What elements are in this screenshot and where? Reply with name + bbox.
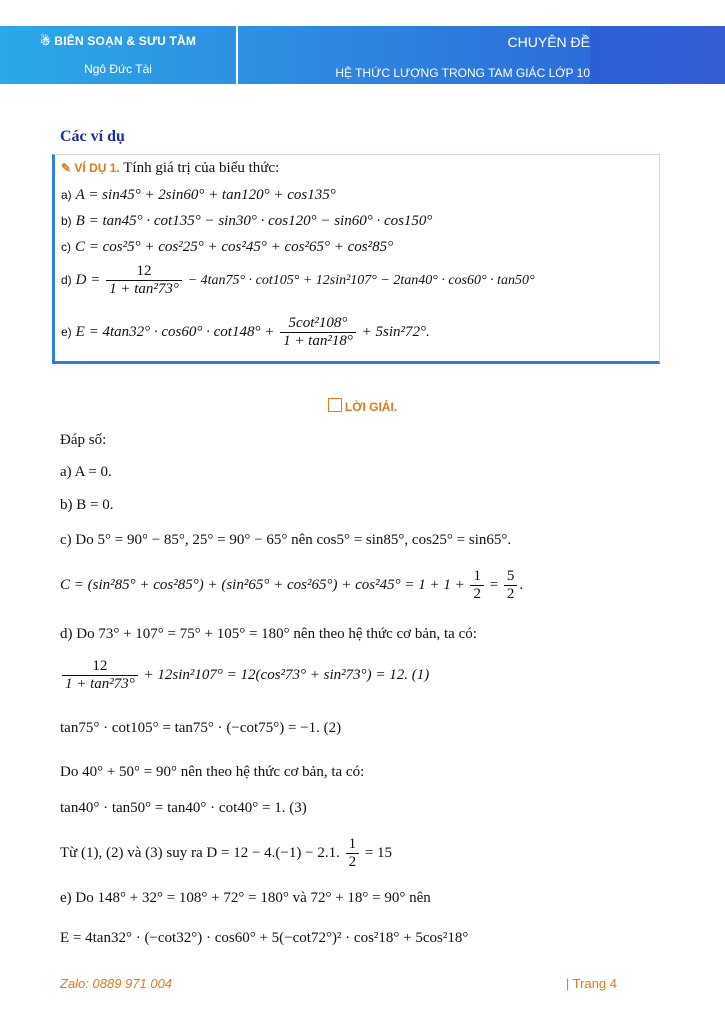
author-name: Ngô Đức Tài [84,62,152,76]
answer-d-step2: $\frac{12}{\text{1 + tan²73°}}$ + 12sin²107° = 12(cos²73° + sin²73°) = 12. (1) [60,658,429,693]
page-header [0,26,725,84]
fraction: $\frac{\text{5cot²108°}}{\text{1 + tan²18°}}$ [280,315,356,350]
fraction: $\frac{1}{2}$ [470,568,484,603]
answer-a: a) A = 0. [60,464,112,480]
example-item-b: b) B = tan45° · cot135° − sin30° · cos120° − sin60° · cos150° [61,213,433,229]
topic-label: CHUYÊN ĐỀ [507,34,590,50]
answer-b: b) B = 0. [60,497,114,513]
example-box [52,154,660,364]
header-decoration [590,26,725,84]
example-item-c: c) C = cos²5° + cos²25° + cos²45° + cos²65° + cos²85° [61,239,394,255]
fraction: $\frac{5}{2}$ [504,568,518,603]
footer-contact: Zalo: 0889 971 004 [60,976,173,991]
answer-e-step2: E = 4tan32° · (−cot32°) · cos60° + 5(−cot72°)² · cos²18° + 5cos²18° [60,930,469,946]
example-item-d: d) D = $\frac{12}{\text{1 + tan²73°}}$ − 4tan75° · cot105° + 12sin²107° − 2tan40° · cos60° · tan50° [61,263,535,297]
answer-d-step6: Từ (1), (2) và (3) suy ra D = 12 − 4.(−1) − 2.1. $\frac{1}{2}$ = 15 [60,836,393,870]
example-prompt: Tính giá trị của biểu thức: [123,160,280,176]
chapter-title: HỆ THỨC LƯỢNG TRONG TAM GIÁC LỚP 10 [335,66,590,80]
edit-icon [328,398,342,412]
section-title: Các ví dụ [60,128,125,145]
fraction: $\frac{12}{\text{1 + tan²73°}}$ [106,263,182,298]
solution-heading: LỜI GIẢI. [0,398,725,414]
answer-d-step5: tan40° · tan50° = tan40° · cot40° = 1. (3) [60,800,307,816]
answer-d-step3: tan75° · cot105° = tan75° · (−cot75°) = −1. (2) [60,720,342,736]
answer-e-step1: e) Do 148° + 32° = 108° + 72° = 180° và 72° + 18° = 90° nên [60,890,431,906]
brand-label: ☃ BIÊN SOẠN & SƯU TẦM [39,34,197,48]
fraction: $\frac{1}{2}$ [346,836,360,871]
answer-c-step1: c) Do 5° = 90° − 85°, 25° = 90° − 65° nên cos5° = sin85°, cos25° = sin65°. [60,532,512,548]
footer-page-number: | Trang 4 [565,976,617,991]
answer-label: Đáp số: [60,432,107,448]
example-item-e: e) E = 4tan32° · cos60° · cot148° + $\frac{\text{5cot²108°}}{\text{1 + tan²18°}}$ + 5sin²72°. [61,315,430,349]
header-left-panel [0,26,238,84]
answer-d-step1: d) Do 73° + 107° = 75° + 105° = 180° nên theo hệ thức cơ bản, ta có: [60,626,477,642]
answer-c-step2: C = (sin²85° + cos²85°) + (sin²65° + cos²65°) + cos²45° = 1 + 1 + $\frac{1}{2}$ = $\frac{5}{2}$ . [60,568,524,602]
example-label: ✎ VÍ DỤ 1. [61,161,120,175]
fraction: $\frac{12}{\text{1 + tan²73°}}$ [62,658,138,693]
answer-d-step4: Do 40° + 50° = 90° nên theo hệ thức cơ bản, ta có: [60,764,365,780]
example-heading [61,160,279,177]
example-item-a: a) A = sin45° + 2sin60° + tan120° + cos135° [61,187,336,203]
pencil-icon: ✎ [61,161,75,175]
